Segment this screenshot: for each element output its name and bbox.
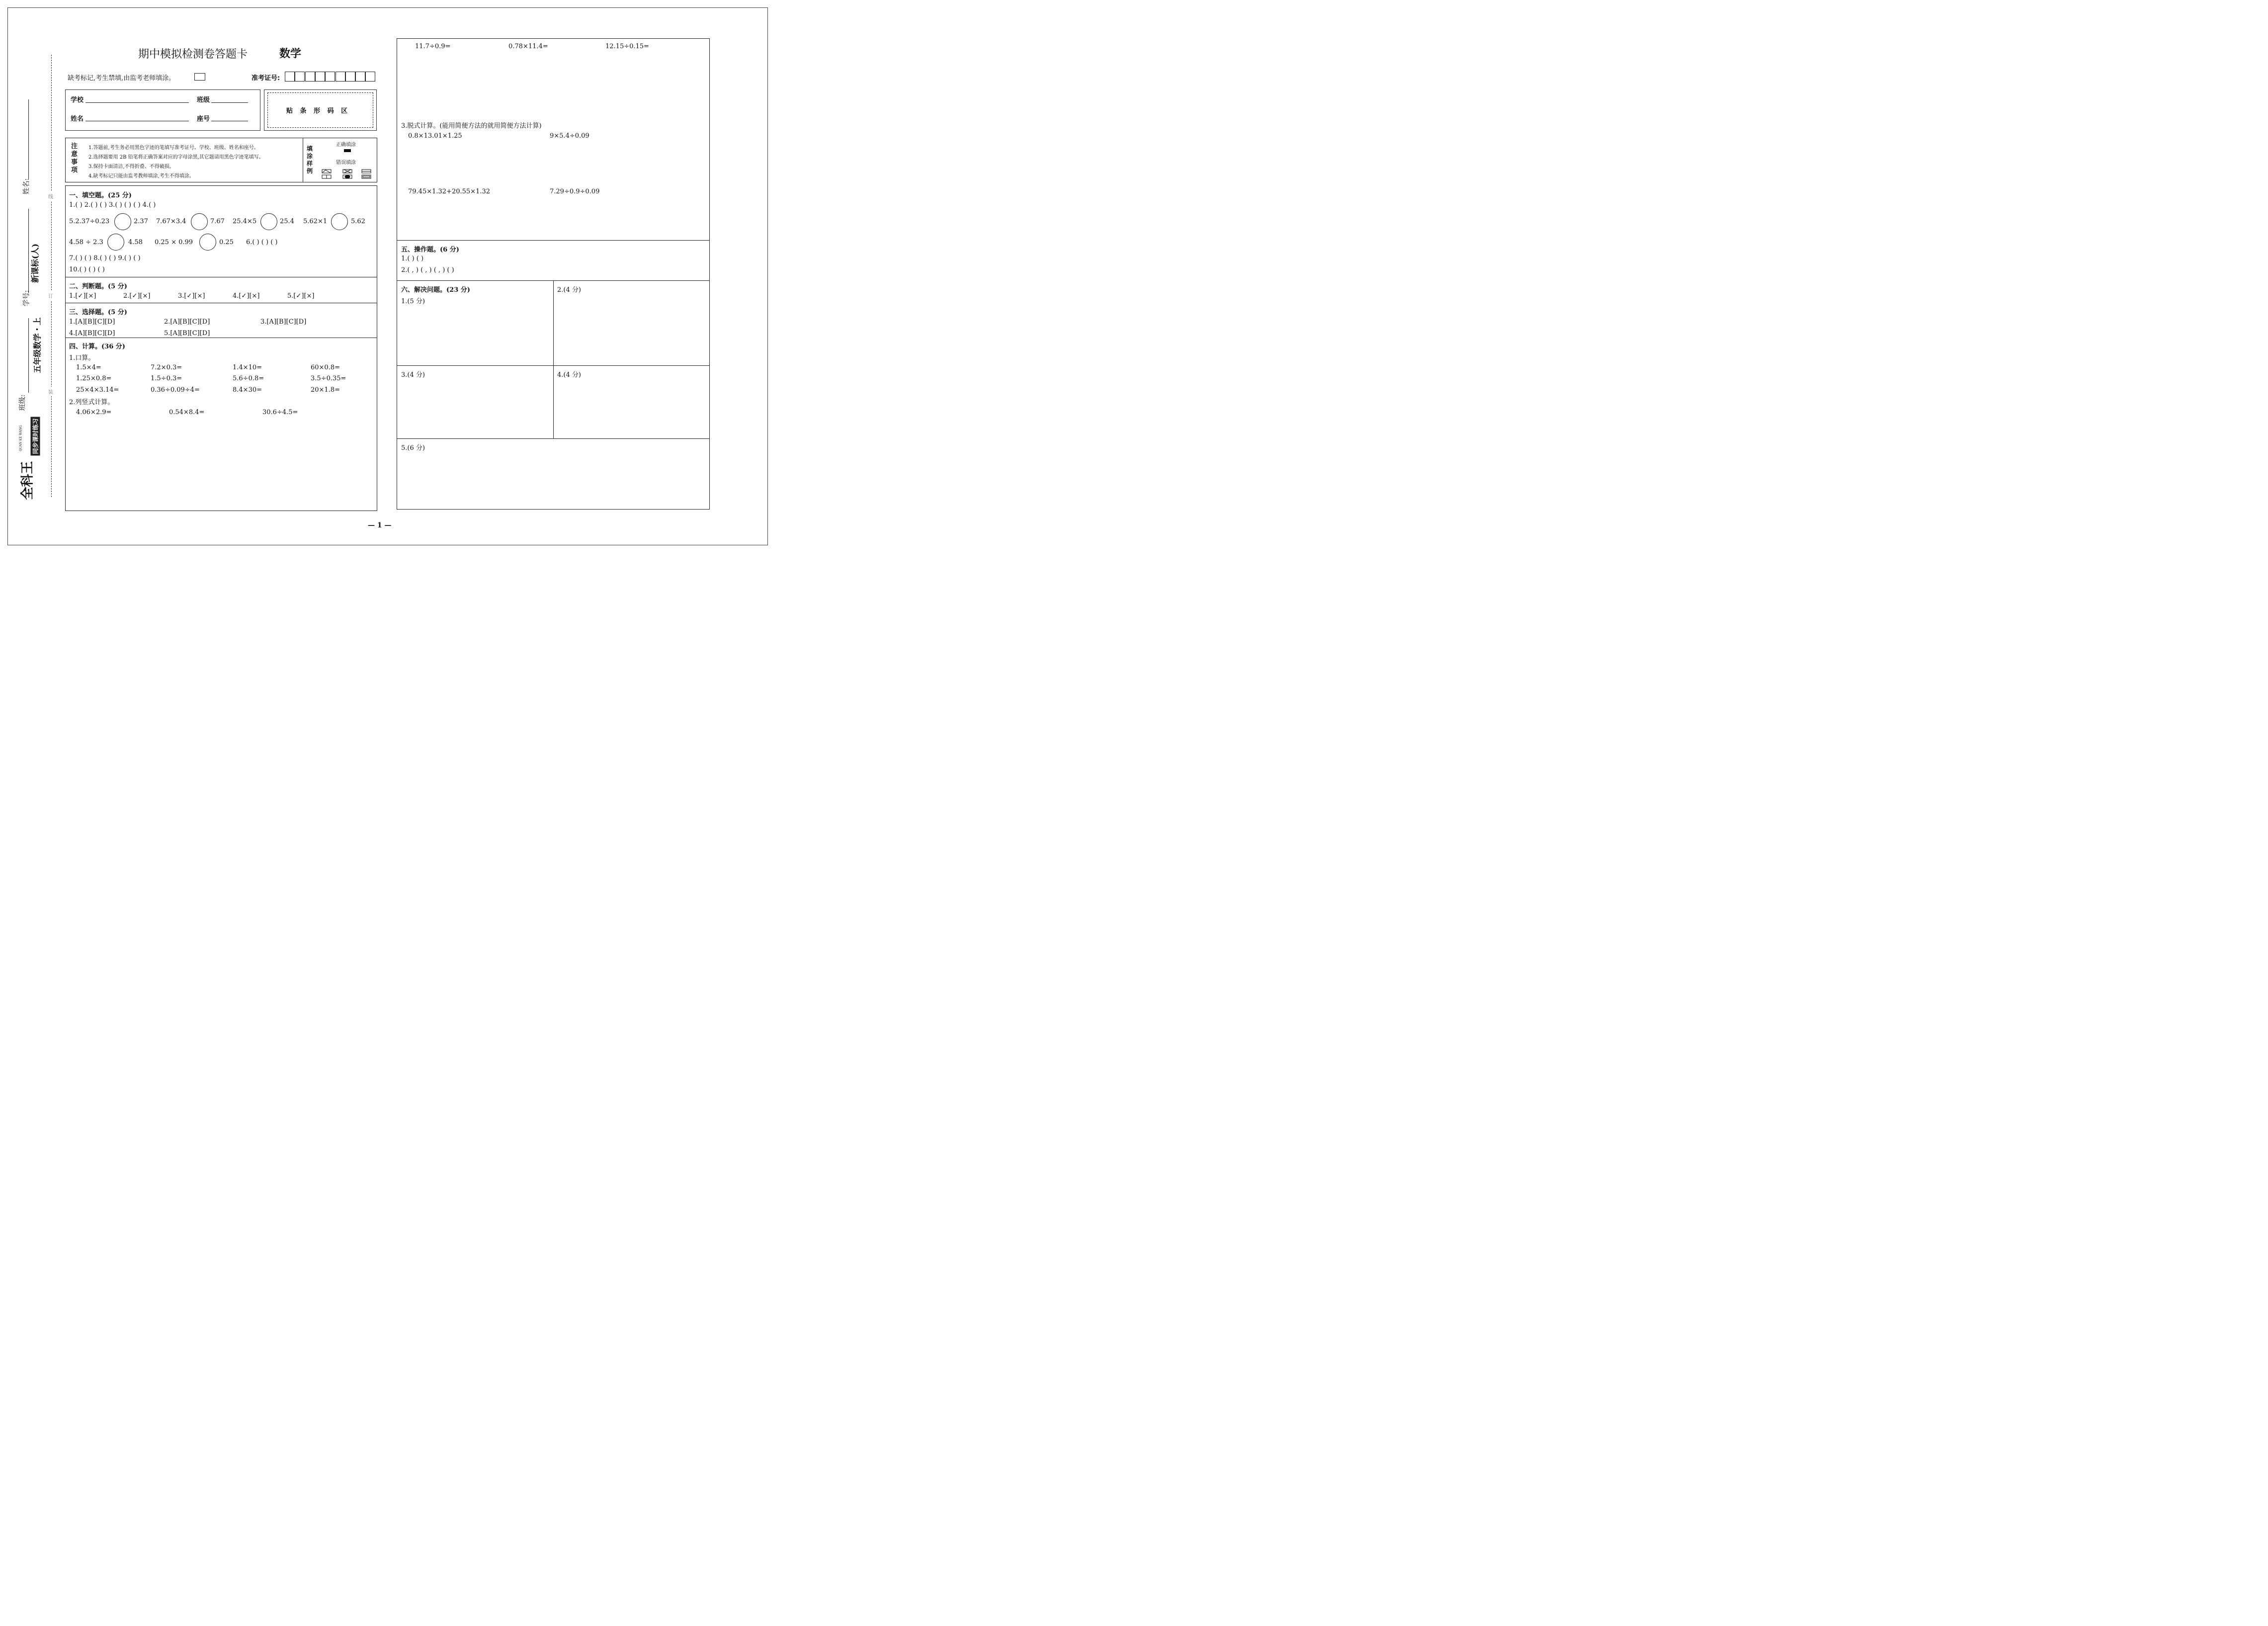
compare-circle[interactable] [260, 213, 277, 230]
section4-sub2: 2.列竖式计算。 [69, 399, 114, 406]
choice-item[interactable]: 5.[A][B][C][D] [164, 330, 210, 337]
sample-title: 填涂样例 [307, 145, 313, 174]
q5-left: 5.62×1 [303, 218, 328, 225]
wrong-label: 错误填涂 [336, 160, 356, 166]
divider [397, 240, 710, 241]
divider [397, 438, 710, 439]
oral-item: 5.6÷0.8= [233, 375, 264, 382]
divider-vertical [553, 280, 554, 438]
notice-item: 1.答题前,考生务必用黑色字迹的笔填写准考证号、学校、班级、姓名和座号。 [88, 145, 259, 151]
exam-id-cell[interactable] [325, 72, 335, 82]
vertical-item: 30.6÷4.5= [262, 409, 298, 416]
problem-label: 4.(4 分) [557, 371, 581, 379]
q5-left: 5.2.37÷0.23 [69, 218, 110, 225]
oral-item: 0.36÷0.09÷4= [151, 386, 200, 394]
vertical-item: 4.06×2.9= [76, 409, 112, 416]
q5-left: 7.67×3.4 [156, 218, 186, 225]
binding-xian: 线 [48, 191, 53, 201]
compare-circle[interactable] [191, 213, 208, 230]
judge-item[interactable]: 1.[✓][×] [69, 292, 96, 300]
problem-label: 1.(5 分) [401, 298, 425, 305]
oral-item: 1.4×10= [233, 364, 262, 371]
correct-label: 正确填涂 [336, 142, 356, 148]
class-field[interactable] [211, 102, 248, 103]
oral-item: 25×4×3.14= [76, 386, 119, 394]
absent-note: 缺考标记,考生禁填,由监考老师填涂。 [68, 75, 175, 82]
class-label: 班级 [197, 96, 210, 104]
sidebar-name-label: 姓名: [22, 178, 31, 195]
vertical-cont-item: 0.78×11.4= [508, 43, 548, 50]
q6-row[interactable]: 6.( ) ( ) ( ) [246, 239, 278, 246]
step-item: 9×5.4÷0.09 [550, 132, 589, 140]
divider [397, 365, 710, 366]
sidebar-class-line [28, 318, 29, 393]
info-box [65, 89, 260, 131]
q5b-left: 4.58 ÷ 2.3 [69, 239, 103, 246]
oral-item: 3.5÷0.35= [311, 375, 346, 382]
wrong-samples [321, 169, 376, 179]
absent-box [194, 73, 205, 81]
exam-id-cell[interactable] [345, 72, 355, 82]
section2-title: 二、判断题。(5 分) [69, 283, 127, 290]
school-field[interactable] [85, 102, 189, 103]
step-item: 0.8×13.01×1.25 [408, 132, 462, 140]
judge-item[interactable]: 2.[✓][×] [123, 292, 151, 300]
choice-item[interactable]: 4.[A][B][C][D] [69, 330, 115, 337]
judge-item[interactable]: 4.[✓][×] [233, 292, 260, 300]
choice-item[interactable]: 1.[A][B][C][D] [69, 318, 115, 326]
judge-item[interactable]: 5.[✓][×] [287, 292, 315, 300]
step-item: 7.29÷0.9÷0.09 [550, 188, 600, 195]
vertical-cont-item: 12.15÷0.15= [605, 43, 649, 50]
step-item: 79.45×1.32+20.55×1.32 [408, 188, 491, 195]
sidebar-edition: 新课标(人) [30, 243, 40, 283]
exam-id-cell[interactable] [295, 72, 305, 82]
compare-circle[interactable] [107, 234, 124, 251]
oral-item: 1.5×4= [76, 364, 101, 371]
section4-title: 四、计算。(36 分) [69, 343, 125, 350]
oral-item: 8.4×30= [233, 386, 262, 394]
section1-row10[interactable]: 10.( ) ( ) ( ) [69, 266, 105, 273]
oral-item: 60×0.8= [311, 364, 340, 371]
vertical-cont-item: 11.7÷0.9= [415, 43, 451, 50]
brand-logo [20, 412, 50, 501]
page-title: 期中模拟检测卷答题卡 [138, 48, 248, 61]
exam-id-cells[interactable] [285, 72, 376, 82]
notice-item: 2.选择题要用 2B 铅笔将正确答案对应的字母涂黑,其它题请用黑色字迹笔填写。 [88, 155, 264, 160]
subject-title: 数学 [279, 48, 302, 60]
seat-label: 座号 [197, 115, 210, 123]
compare-circle[interactable] [114, 213, 131, 230]
binding-zhuang: 装 [48, 387, 53, 396]
oral-item: 20×1.8= [311, 386, 340, 394]
q5-left: 25.4×5 [233, 218, 257, 225]
q5-right: 7.67 [210, 218, 225, 225]
section5-row2[interactable]: 2.( , ) ( , ) ( , ) ( ) [401, 266, 454, 274]
page-number: — 1 — [368, 521, 392, 529]
exam-id-cell[interactable] [305, 72, 315, 82]
sidebar-class-label: 班级: [18, 394, 27, 411]
notice-title: 注意事项 [71, 143, 78, 174]
correct-fill-icon [344, 149, 351, 152]
exam-id-cell[interactable] [365, 72, 375, 82]
q5b-left: 0.25 × 0.99 [155, 239, 193, 246]
choice-item[interactable]: 2.[A][B][C][D] [164, 318, 210, 326]
oral-item: 1.5÷0.3= [151, 375, 182, 382]
notice-item: 3.保持卡面清洁,不得折叠、不得破损。 [88, 164, 174, 170]
section1-row7[interactable]: 7.( ) ( ) 8.( ) ( ) 9.( ) ( ) [69, 255, 141, 262]
sidebar-id-label: 学号: [22, 290, 31, 307]
vertical-item: 0.54×8.4= [169, 409, 205, 416]
brand-name: 全科王 [20, 461, 35, 500]
exam-id-cell[interactable] [285, 72, 295, 82]
section1-row1[interactable]: 1.( ) 2.( ) ( ) 3.( ) ( ) ( ) 4.( ) [69, 201, 156, 209]
judge-item[interactable]: 3.[✓][×] [178, 292, 205, 300]
section5-row1[interactable]: 1.( ) ( ) [401, 255, 424, 262]
brand-pinyin: QUAN KE WANG [19, 425, 23, 451]
q5-right: 2.37 [134, 218, 148, 225]
sidebar-name-line [28, 99, 29, 179]
compare-circle[interactable] [331, 213, 348, 230]
barcode-label: 贴 条 形 码 区 [286, 107, 348, 115]
school-label: 学校 [71, 96, 84, 104]
exam-id-label: 准考证号: [252, 75, 280, 82]
brand-sub: 同步课时练习 [31, 417, 40, 455]
section4-sub1: 1.口算。 [69, 354, 95, 362]
binding-ding: 订 [48, 291, 53, 300]
section6-title: 六、解决问题。(23 分) [401, 286, 470, 294]
q5b-right: 4.58 [128, 239, 143, 246]
section3-title: 三、选择题。(5 分) [69, 309, 127, 316]
q5-right: 5.62 [351, 218, 365, 225]
choice-item[interactable]: 3.[A][B][C][D] [260, 318, 307, 326]
sidebar-grade: 五年级数学・上 [32, 317, 42, 373]
problem-label: 5.(6 分) [401, 444, 425, 452]
q5b-right: 0.25 [219, 239, 234, 246]
notice-item: 4.缺考标记只能由监考教师填涂,考生不得填涂。 [88, 173, 194, 179]
binding-line [51, 55, 52, 497]
name-label: 姓名 [71, 115, 84, 123]
section1-title: 一、填空题。(25 分) [69, 192, 132, 199]
section4-sub3: 3.脱式计算。(能用简便方法的就用简便方法计算) [401, 122, 542, 130]
q5-right: 25.4 [280, 218, 294, 225]
section5-title: 五、操作题。(6 分) [401, 246, 459, 254]
exam-id-cell[interactable] [315, 72, 325, 82]
compare-circle[interactable] [199, 234, 216, 251]
problem-label: 3.(4 分) [401, 371, 425, 379]
exam-id-cell[interactable] [355, 72, 365, 82]
oral-item: 1.25×0.8= [76, 375, 112, 382]
exam-id-cell[interactable] [336, 72, 345, 82]
problem-label: 2.(4 分) [557, 286, 581, 294]
oral-item: 7.2×0.3= [151, 364, 182, 371]
